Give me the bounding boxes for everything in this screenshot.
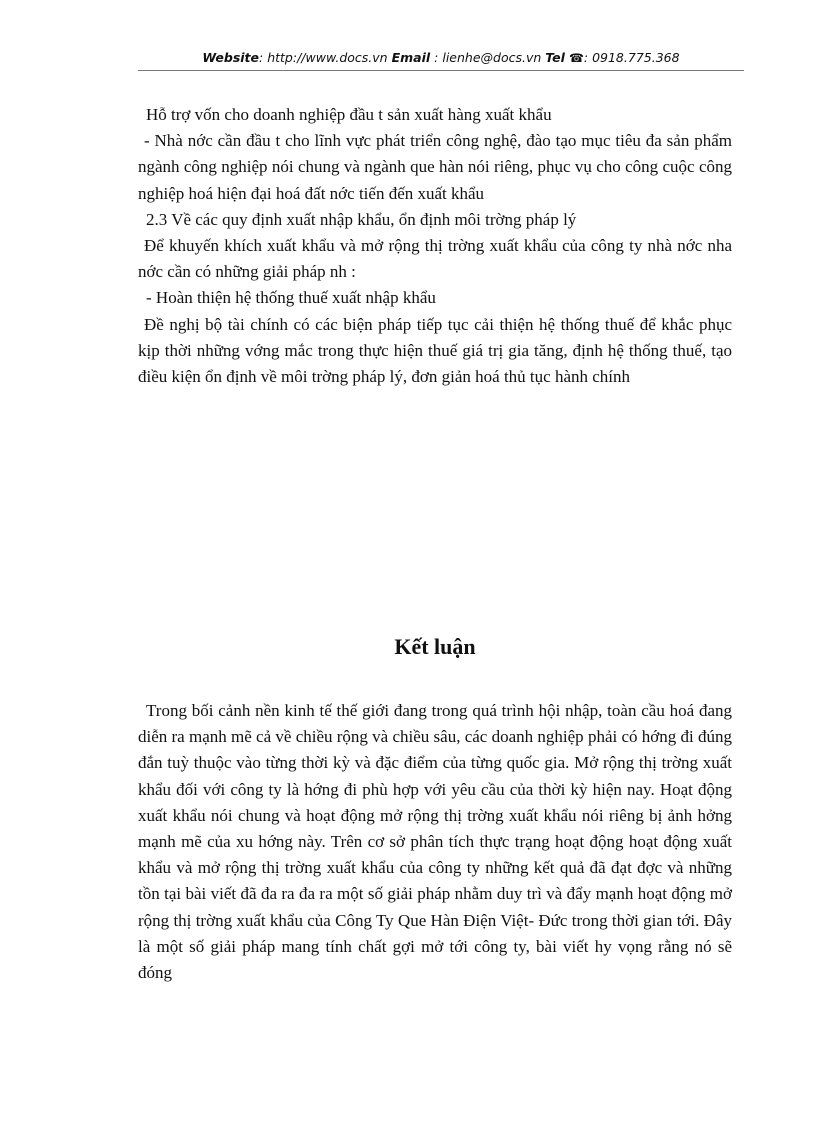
section-heading: 2.3 Về các quy định xuất nhập khẩu, ổn định môi trờng pháp lý bbox=[146, 209, 577, 229]
paragraph: Để khuyến khích xuất khẩu và mở rộng thị trờng xuất khẩu của công ty nhà nớc nha nớc cần có những giải pháp nh : bbox=[138, 236, 732, 282]
email-value: : lienhe@docs.vn bbox=[434, 50, 542, 65]
tel-label: Tel bbox=[545, 50, 565, 65]
tel-value: : 0918.775.368 bbox=[583, 50, 680, 65]
conclusion-paragraph: Trong bối cảnh nền kinh tế thế giới đang trong quá trình hội nhập, toàn cầu hoá đang diễn ra mạnh mẽ cả về chiều rộng và chiều sâu, các doanh nghiệp phải có hớng đi đúng đắn tuỳ thuộc vào từng thời kỳ và đặc điểm của từng quốc gia. Mở rộng thị trờng xuất khẩu đối với công ty là hớng đi phù hợp với yêu cầu của thời kỳ hiện nay. Hoạt động xuất khẩu nói chung và hoạt động mở rộng thị trờng xuất khẩu nói riêng bị ảnh hởng mạnh mẽ của xu hớng này. Trên cơ sở phân tích thực trạng hoạt động hoạt động xuất khẩu và mở rộng thị trờng xuất khẩu của công ty những kết quả đã đạt đợc và những tồn tại bài viết đã đa ra đa ra một số giải pháp nhằm duy trì và đẩy mạnh hoạt động mở rộng thị trờng xuất khẩu của Công Ty Que Hàn Điện Việt- Đức trong thời gian tới. Đây là một số giải pháp mang tính chất gợi mở tới công ty, bài viết hy vọng rằng nó sẽ đóng bbox=[138, 701, 732, 983]
website-value: : http://www.docs.vn bbox=[259, 50, 388, 65]
conclusion-section bbox=[138, 698, 732, 986]
paragraph: Đề nghị bộ tài chính có các biện pháp tiếp tục cải thiện hệ thống thuế để khắc phục kịp thời những vớng mắc trong thực hiện thuế giá trị gia tăng, định hệ thống thuế, tạo điều kiện ổn định về môi trờng pháp lý, đơn giản hoá thủ tục hành chính bbox=[138, 314, 732, 387]
paragraph: - Nhà nớc cần đầu t cho lĩnh vực phát triển công nghệ, đào tạo mục tiêu đa sản phẩm ngành công nghiệp nói chung và ngành que hàn nói riêng, phục vụ cho công cuộc công nghiệp hoá hiện đại hoá đất nớc tiến đến xuất khẩu bbox=[138, 131, 732, 203]
paragraph: - Hoàn thiện hệ thống thuế xuất nhập khẩu bbox=[146, 288, 436, 308]
phone-icon: ☎ bbox=[568, 51, 584, 65]
header-divider bbox=[138, 70, 744, 71]
email-label: Email bbox=[391, 50, 431, 65]
website-label: Website bbox=[202, 50, 260, 65]
conclusion-title: Kết luận bbox=[394, 634, 476, 659]
page-header bbox=[138, 50, 744, 65]
paragraph: Hỗ trợ vốn cho doanh nghiệp đầu t sản xuất hàng xuất khẩu bbox=[146, 105, 552, 124]
body-section bbox=[138, 102, 732, 390]
